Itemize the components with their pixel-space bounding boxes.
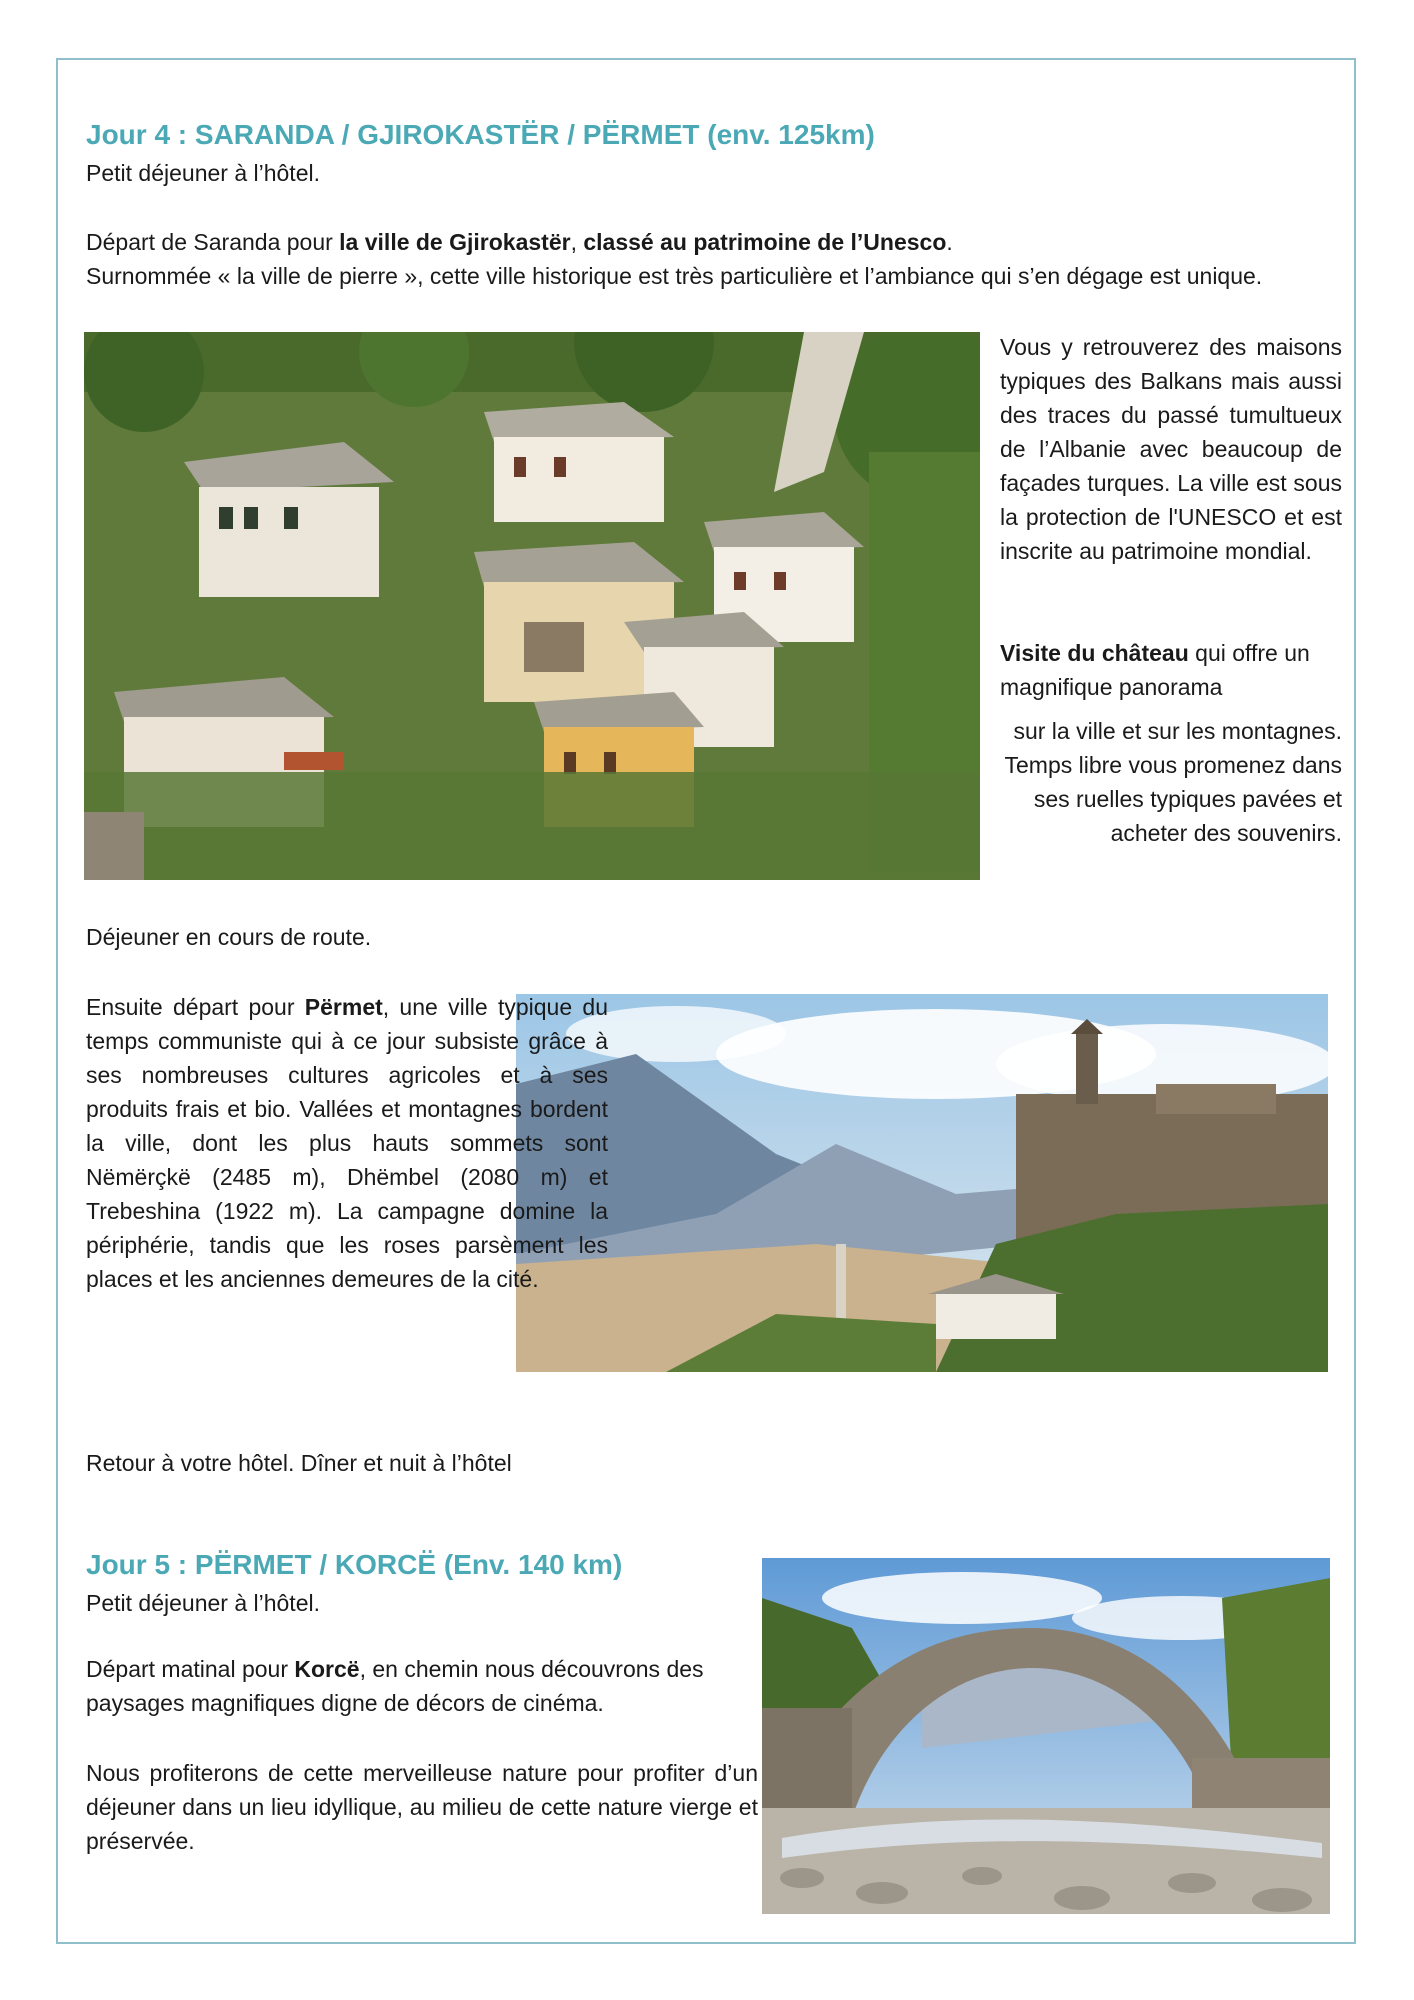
day4-side-text-1: Vous y retrouverez des maisons typiques des Balkans mais aussi des traces du passé tumultueux de l’Albanie avec beaucoup de façades turques. La ville est sous la protection de l'UNESCO et est inscrite au patrimoine mondial. [1000,334,1342,564]
gjirokaster-village-photo [84,332,980,880]
day4-lunch: Déjeuner en cours de route. [86,924,372,950]
day4-side-text-2: sur la ville et sur les montagnes. Temps libre vous promenez dans ses ruelles typiques pavées et acheter des souvenirs. [1004,718,1342,846]
day4-nickname: Surnommée « la ville de pierre », cette ville historique est très particulière et l’ambiance qui s’en dégage est unique. [86,263,1263,289]
day4-return: Retour à votre hôtel. Dîner et nuit à l’hôtel [86,1450,512,1476]
day4-title: Jour 4 : SARANDA / GJIROKASTËR / PËRMET (env. 125km) [86,119,875,150]
day5-title: Jour 5 : PËRMET / KORCË (Env. 140 km) [86,1549,623,1580]
day4-breakfast: Petit déjeuner à l’hôtel. [86,160,320,186]
day4-departure: Départ de Saranda pour la ville de Gjirokastër, classé au patrimoine de l’Unesco. [86,229,953,255]
day4-permet-paragraph: Ensuite départ pour Përmet, une ville typique du temps communiste qui à ce jour subsiste grâce à ses nombreuses cultures agricoles et à ses produits frais et bio. Vallées et montagnes bordent la ville, dont les plus hauts sommets sont Nëmërçkë (2485 m), Dhëmbel (2080 m) et Trebeshina (1922 m). La campagne domine la périphérie, tandis que les roses parsèment les places et les anciennes demeures de la cité. [86,994,608,1292]
stone-bridge-photo [762,1558,1330,1914]
day4-castle-visit: Visite du château qui offre un magnifique panorama [1000,640,1310,700]
day5-nature: Nous profiterons de cette merveilleuse nature pour profiter d’un déjeuner dans un lieu idyllique, au milieu de cette nature vierge et préservée. [86,1760,758,1854]
gjirokaster-castle-photo [516,994,1328,1372]
day5-breakfast: Petit déjeuner à l’hôtel. [86,1590,320,1616]
day5-departure: Départ matinal pour Korcë, en chemin nous découvrons des paysages magnifiques digne de décors de cinéma. [86,1656,704,1716]
